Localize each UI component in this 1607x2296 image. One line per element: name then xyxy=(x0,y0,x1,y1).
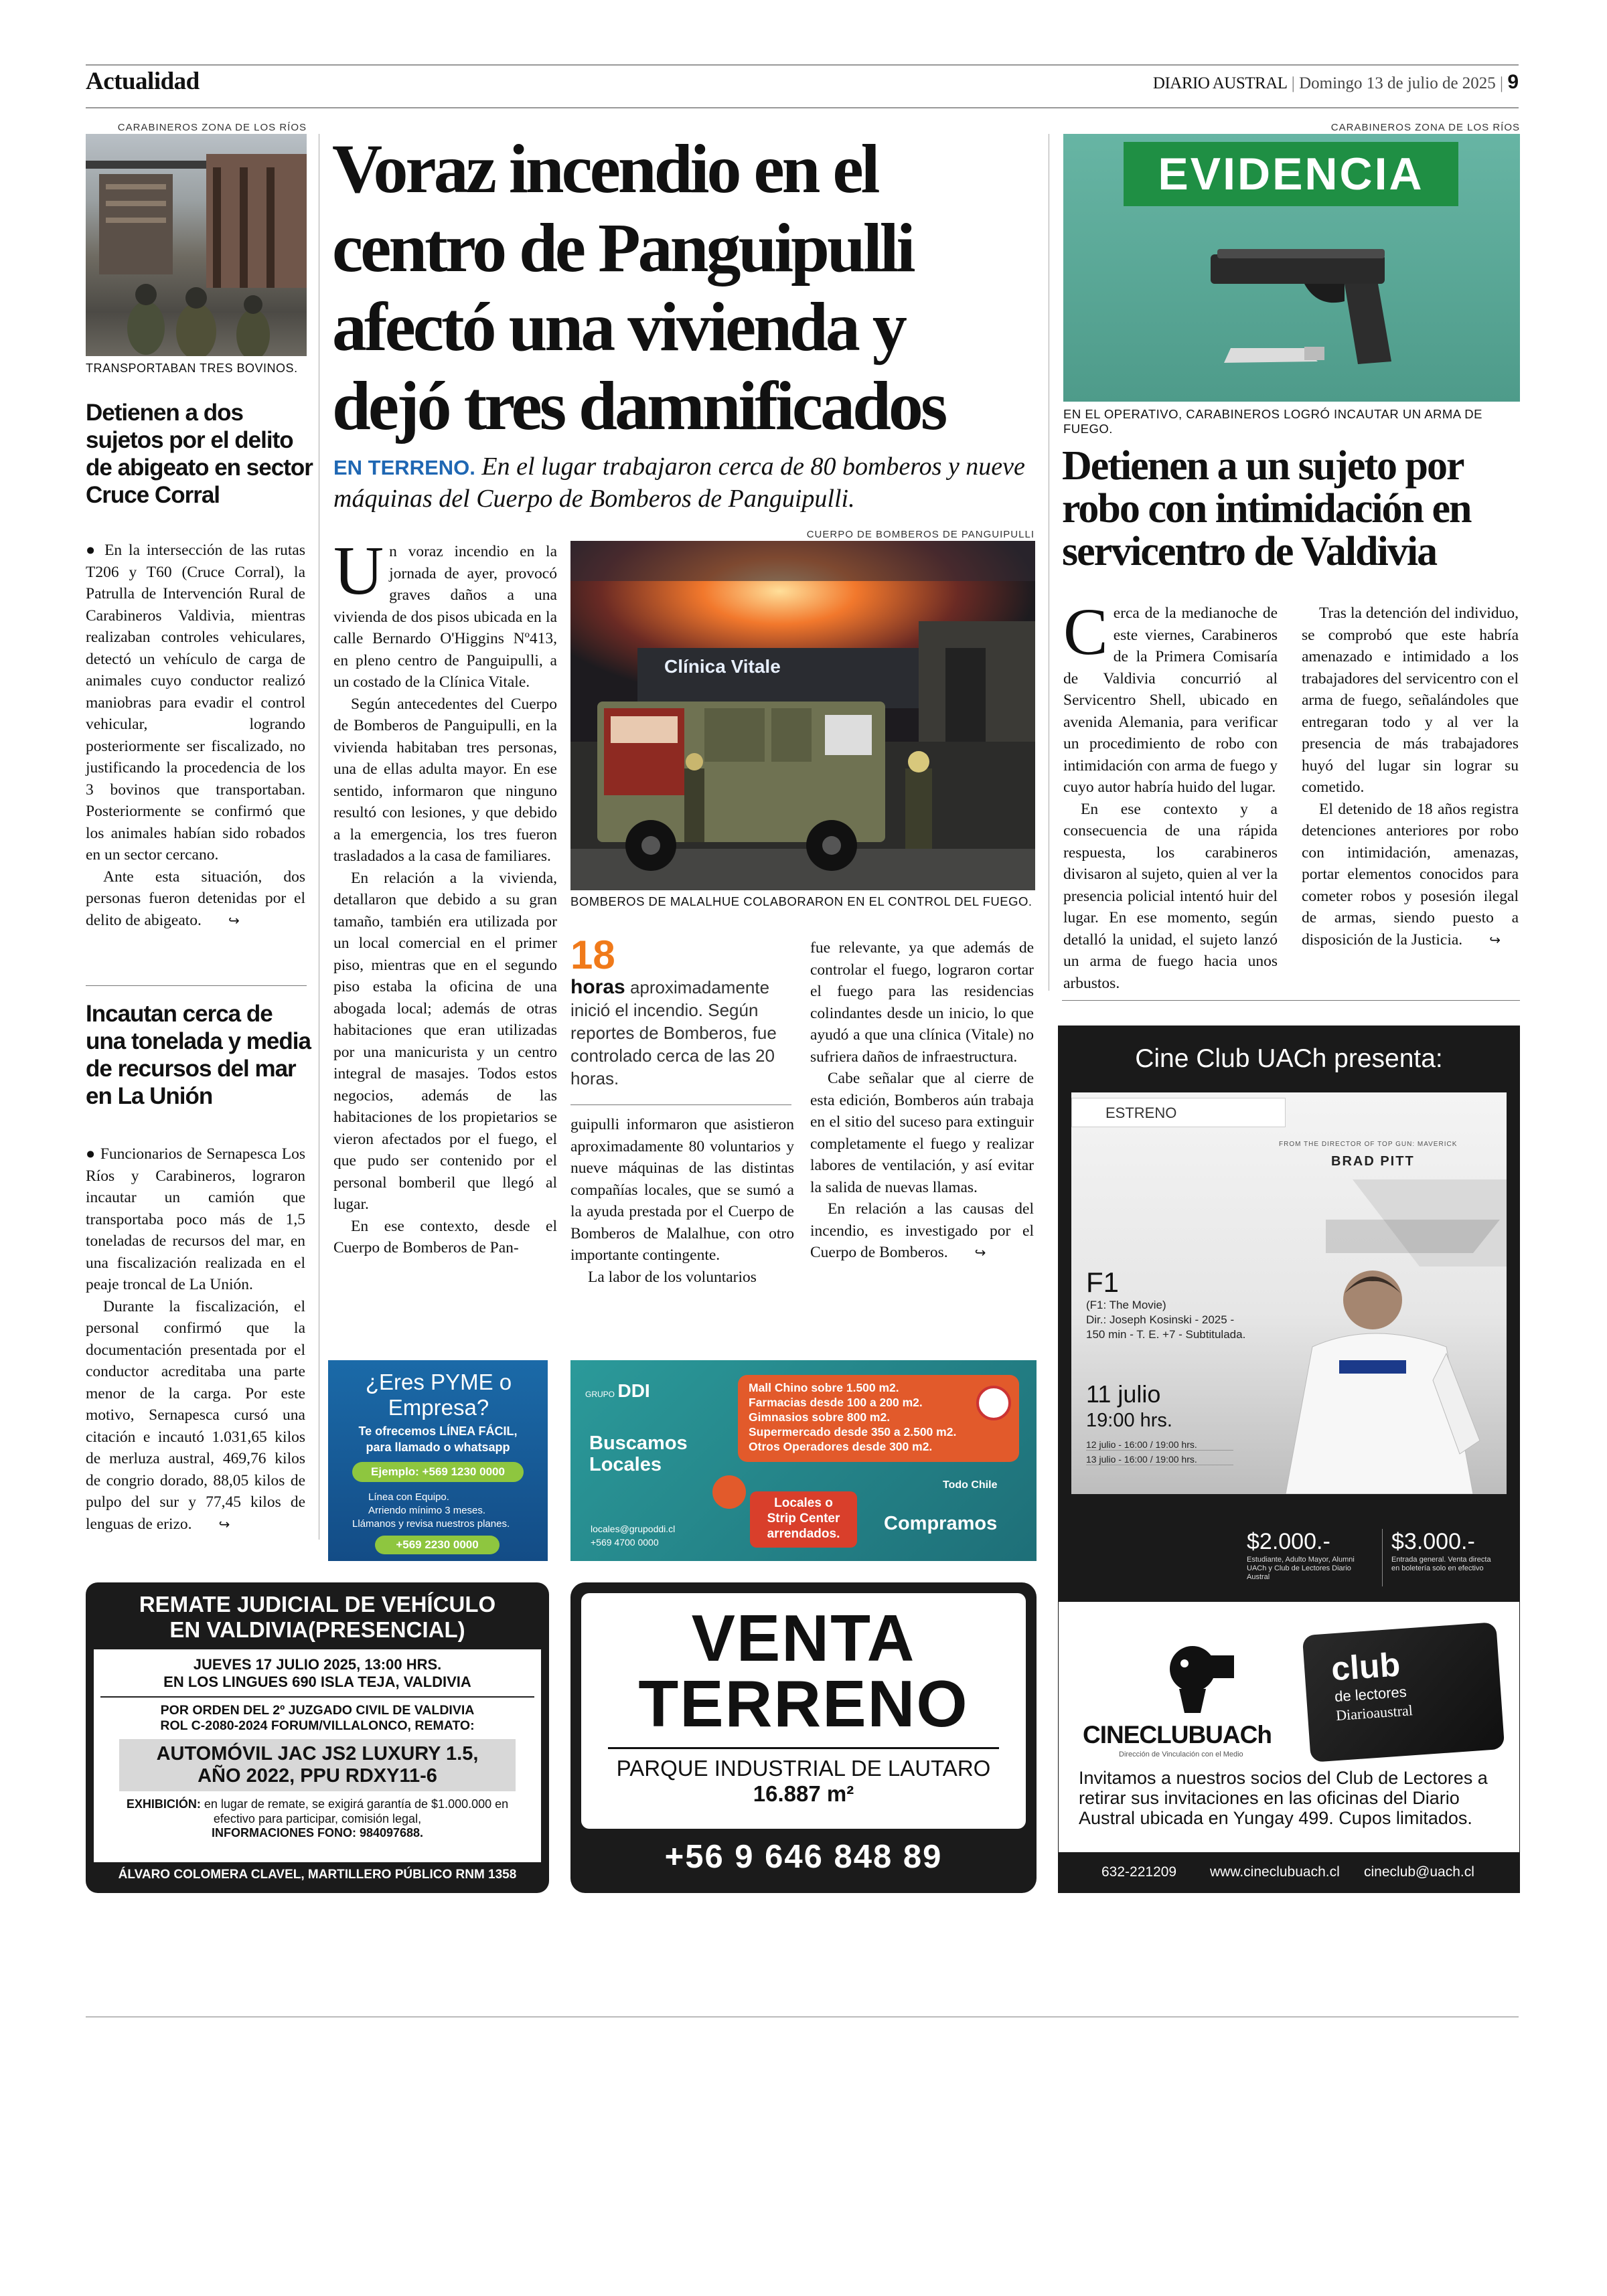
card-subtitle: de lectores xyxy=(1334,1683,1407,1706)
story-title-recursos: Incautan cerca de una tonelada y media de recursos del mar en La Unión xyxy=(86,1001,311,1109)
ad-locales: Locales xyxy=(589,1454,662,1475)
ad-pyme xyxy=(328,1360,548,1561)
ad-list-item: Gimnasios sobre 800 m2. xyxy=(749,1410,891,1424)
right-column-1 xyxy=(1063,594,1278,994)
story-paragraph: guipulli informaron que asistieron aproximadamente 80 voluntarios y nueve máquinas de las distintas compañías locales, que se sumó a la ayuda prestada por el Cuerpo de Bomberos de Malalhue, con otro importante contingente. xyxy=(570,1116,794,1264)
ad-cine-club-promo xyxy=(1058,1601,1520,1893)
photo-caption: TRANSPORTABAN TRES BOVINOS. xyxy=(86,361,298,375)
stat-number: 18 xyxy=(570,932,615,977)
ad-example: Ejemplo: +569 1230 0000 xyxy=(352,1462,524,1482)
ad-strip-line: Locales o xyxy=(774,1496,833,1510)
price-student-note: Estudiante, Adulto Mayor, Alumni UACh y Club de Lectores Diario Austral xyxy=(1247,1556,1355,1581)
photo-caption: BOMBEROS DE MALALHUE COLABORARON EN EL CONTROL DEL FUEGO. xyxy=(570,894,1032,908)
ad-order: ROL C-2080-2024 FORUM/VILLALONCO, REMATO: xyxy=(160,1718,475,1733)
ad-compramos: Compramos xyxy=(884,1513,998,1534)
ad-venta-terreno xyxy=(570,1582,1037,1893)
camera-mascot-icon xyxy=(1159,1629,1239,1716)
masthead: DIARIO AUSTRAL | Domingo 13 de julio de 2025 | 9 xyxy=(1152,71,1519,93)
ad-phone: +56 9 646 848 89 xyxy=(664,1839,943,1875)
ad-info: INFORMACIONES FONO: 984097688. xyxy=(211,1826,424,1839)
story-divider xyxy=(86,985,307,986)
ad-ddi xyxy=(570,1360,1037,1561)
main-headline: Voraz incendio en el centro de Panguipulli afectó una vivienda y dejó tres damnificados xyxy=(332,131,945,444)
main-column-2 xyxy=(570,1114,794,1288)
ad-phone: +569 2230 0000 xyxy=(375,1536,500,1554)
ad-line: Te ofrecemos LÍNEA FÁCIL, xyxy=(358,1424,518,1438)
poster-tagline: FROM THE DIRECTOR OF TOP GUN: MAVERICK xyxy=(1279,1141,1458,1148)
ad-bullet: Línea con Equipo. xyxy=(368,1491,449,1503)
cineclub-logo-sub: Dirección de Vinculación con el Medio xyxy=(1119,1750,1243,1758)
ad-todo-chile: Todo Chile xyxy=(943,1479,998,1491)
brand-small: GRUPO xyxy=(585,1390,615,1399)
ad-title: EN VALDIVIA(PRESENCIAL) xyxy=(169,1617,465,1642)
ad-panel xyxy=(581,1593,1026,1829)
photo-credit: CARABINEROS ZONA DE LOS RÍOS xyxy=(1330,122,1520,133)
ad-exh-text: en lugar de remate, se exigirá garantía de $1.000.000 en efectivo para participar, comisión legal, xyxy=(204,1797,509,1825)
story-paragraph: Tras la detención del individuo, se comprobó que este habría amenazado e intimidado a los trabajadores del servicentro con el arma de fuego, señalándoles que entregaran todo y al ver la presencia de más trabajadores huyó del lugar sin lograr su cometido. xyxy=(1302,604,1519,796)
ad-list-item: Otros Operadores desde 300 m2. xyxy=(749,1440,933,1453)
movie-subtitle: (F1: The Movie) xyxy=(1086,1299,1166,1311)
ad-strip-line: Strip Center xyxy=(767,1511,840,1526)
ad-date: JUEVES 17 JULIO 2025, 13:00 HRS. xyxy=(193,1656,442,1673)
ad-bullet: Arriendo mínimo 3 meses. xyxy=(368,1505,486,1516)
story-paragraph: El detenido de 18 años registra detenciones anteriores por robo con intimidación, amenazas, portar elementos conocidos para cometer robos y posesión ilegal de armas, siendo puesto a disposición de la Justicia. ↪ xyxy=(1302,799,1519,952)
issue-date: Domingo 13 de julio de 2025 xyxy=(1299,74,1496,92)
screening-time: 19:00 hrs. xyxy=(1086,1410,1172,1431)
movie-details: 150 min - T. E. +7 - Subtitulada. xyxy=(1086,1328,1246,1341)
stat-unit: horas xyxy=(570,976,625,998)
stat-text: aproximadamente inició el incendio. Según reportes de Bomberos, fue controlado cerca de las 20 horas. xyxy=(570,977,777,1088)
ad-remate xyxy=(86,1582,549,1893)
story-paragraph: fue relevante, ya que además de controlar el fuego, lograron cortar el fuego para las residencias colindantes desde un inicio, lo que ayudó a que una clínica (Vitale) no sufriera daños de infraestructura. xyxy=(810,939,1034,1066)
kicker: EN TERRENO. xyxy=(333,456,475,479)
evidence-photo xyxy=(1063,134,1520,402)
ad-address: EN LOS LINGUES 690 ISLA TEJA, VALDIVIA xyxy=(163,1673,471,1690)
ad-list-box xyxy=(738,1375,1019,1462)
end-mark-icon: ↪ xyxy=(1489,932,1501,948)
story-body-abigeato xyxy=(86,540,305,932)
ad-email: locales@grupoddi.cl xyxy=(591,1524,676,1534)
ad-title: Cine Club UACh presenta: xyxy=(1135,1044,1443,1073)
price-student: $2.000.- xyxy=(1247,1529,1330,1554)
story-paragraph: Durante la fiscalización, el personal confirmó que la documentación presentada por el conductor acreditaba una parte menor de la carga. Por este motivo, Sernapesca cursó una citación e incautó 1.031,65 kilos de merluza austral, 469,76 kilos de congrio dorado, 88,05 kilos de pulpo del sur y 77,45 kilos de lenguas de erizo. ↪ xyxy=(86,1296,305,1536)
main-column-3 xyxy=(810,937,1034,1264)
right-column-2 xyxy=(1302,602,1519,951)
screening-extra: 12 julio - 16:00 / 19:00 hrs. xyxy=(1086,1439,1233,1451)
movie-director: Dir.: Joseph Kosinski - 2025 - xyxy=(1086,1313,1235,1326)
story-divider xyxy=(1062,1000,1520,1001)
card-brand: Diarioaustral xyxy=(1335,1702,1413,1724)
ad-title: REMATE JUDICIAL DE VEHÍCULO xyxy=(139,1592,496,1617)
club-lectores-card xyxy=(1302,1622,1505,1762)
ad-list-item: Supermercado desde 350 a 2.500 m2. xyxy=(749,1425,957,1439)
cattle-photo xyxy=(86,134,307,356)
clinic-sign: Clínica Vitale xyxy=(664,656,781,677)
fire-photo xyxy=(570,541,1035,890)
ad-cine-club xyxy=(1058,1026,1520,1601)
lead-paragraph: erca de la medianoche de este viernes, Carabineros de la Primera Comisaría de Valdivia concurrió al Servicentro Shell, ubicado en avenida Alemania, para verificar un procedimiento de robo con intimidación con arma de fuego y cuyo autor habría huido del lugar. xyxy=(1063,604,1278,796)
story-paragraph: En ese contexto y a consecuencia de una rápida respuesta, los carabineros divisaron al sujeto, quien al ver la presencia policial intentó huir del lugar. En ese momento, según detalló la unidad, el sujeto lanzó un arma de fuego hacia unos arbustos. xyxy=(1063,800,1278,992)
paper-name: DIARIO AUSTRAL xyxy=(1152,74,1288,92)
story-paragraph: Ante esta situación, dos personas fueron detenidas por el delito de abigeato. ↪ xyxy=(86,866,305,932)
right-headline: Detienen a un sujeto por robo con intimidación en servicentro de Valdivia xyxy=(1062,443,1471,574)
end-mark-icon: ↪ xyxy=(218,1517,230,1532)
ad-area: 16.887 m² xyxy=(753,1781,854,1806)
dropcap: U xyxy=(333,532,384,609)
page-number: 9 xyxy=(1507,71,1519,93)
estreno-label: ESTRENO xyxy=(1071,1098,1286,1127)
card-title: club xyxy=(1330,1645,1401,1688)
ad-place: PARQUE INDUSTRIAL DE LAUTARO xyxy=(616,1756,991,1781)
ad-strip-box xyxy=(750,1491,857,1548)
ad-phone: +569 4700 0000 xyxy=(591,1537,659,1548)
screening-date: 11 julio xyxy=(1086,1380,1161,1408)
store-icon xyxy=(712,1475,746,1509)
photo-credit: CUERPO DE BOMBEROS DE PANGUIPULLI xyxy=(806,529,1035,540)
ad-bullet: Llámanos y revisa nuestros planes. xyxy=(352,1518,510,1530)
ad-list-item: Mall Chino sobre 1.500 m2. xyxy=(749,1381,899,1394)
screening-extra: 13 julio - 16:00 / 19:00 hrs. xyxy=(1086,1454,1233,1465)
ad-exh-label: EXHIBICIÓN: xyxy=(126,1797,201,1811)
story-paragraph: En relación a las causas del incendio, es investigado por el Cuerpo de Bomberos. ↪ xyxy=(810,1198,1034,1264)
section-label: Actualidad xyxy=(86,68,200,95)
contact-phone: 632-221209 xyxy=(1101,1864,1177,1880)
end-mark-icon: ↪ xyxy=(228,913,240,928)
contact-web: www.cineclubuach.cl xyxy=(1210,1864,1340,1880)
stat-box xyxy=(570,934,798,1090)
price-general: $3.000.- xyxy=(1391,1529,1475,1554)
ad-headline: TERRENO xyxy=(638,1667,969,1740)
ad-brand xyxy=(585,1380,650,1402)
photo-caption: EN EL OPERATIVO, CARABINEROS LOGRÓ INCAUTAR UN ARMA DE FUEGO. xyxy=(1063,407,1482,436)
driver-figure-icon xyxy=(1071,1092,1507,1494)
ad-buscamos: Buscamos xyxy=(589,1432,688,1454)
location-pin-icon xyxy=(976,1386,1011,1420)
story-paragraph: La labor de los voluntarios xyxy=(588,1268,757,1286)
ad-footer: ÁLVARO COLOMERA CLAVEL, MARTILLERO PÚBLICO RNM 1358 xyxy=(118,1868,517,1882)
invite-text: Invitamos a nuestros socios del Club de Lectores a retirar sus invitaciones en las oficinas del Diario Austral ubicada en Yungay 499. Cupos limitados. xyxy=(1079,1768,1488,1828)
ad-vehicle: AÑO 2022, PPU RDXY11-6 xyxy=(198,1765,437,1787)
main-column-1 xyxy=(333,532,557,1259)
story-body-recursos xyxy=(86,1143,305,1536)
story-paragraph: Cabe señalar que al cierre de esta edición, Bomberos aún trabaja en el sitio del suceso para extinguir completamente el fuego y realizar labores de ventilación, y así evitar la salida de nuevas llamas. xyxy=(810,1070,1034,1196)
deck-text: En el lugar trabajaron cerca de 80 bomberos y nueve máquinas del Cuerpo de Bomberos de Panguipulli. xyxy=(333,453,1025,513)
ad-order: POR ORDEN DEL 2º JUZGADO CIVIL DE VALDIVIA xyxy=(160,1703,475,1718)
dropcap: C xyxy=(1063,594,1108,669)
contact-email: cineclub@uach.cl xyxy=(1364,1864,1474,1880)
photo-credit: CARABINEROS ZONA DE LOS RÍOS xyxy=(117,122,307,133)
story-paragraph: Según antecedentes del Cuerpo de Bomberos de Panguipulli, en la vivienda habitaban tres personas, una de ellas adulta mayor. En ese sentido, informaron que ninguno resultó con lesiones, y que debido a la emergencia, los tres fueron trasladados a la casa de familiares. xyxy=(333,695,557,865)
stat-divider xyxy=(570,1104,791,1105)
bottom-rule xyxy=(86,2016,1519,2018)
ad-headline: VENTA xyxy=(691,1601,916,1675)
ad-line: para llamado o whatsapp xyxy=(366,1441,510,1454)
brand-name: DDI xyxy=(617,1380,650,1401)
pistol-icon xyxy=(1063,134,1520,402)
story-paragraph: ● En la intersección de las rutas T206 y T60 (Cruce Corral), la Patrulla de Intervención Rural de Carabineros Valdivia, mientras realizaban controles vehiculares, detectó un vehículo de carga de animales cuyo conductor realizó maniobras para evadir el control vehicular, logrando posteriormente ser fiscalizado, no justificando la procedencia de los 3 bovinos que transportaban. Posteriormente se confirmó que los animales habían sido robados en un sector cercano. xyxy=(86,542,305,864)
movie-poster xyxy=(1071,1092,1507,1494)
end-mark-icon: ↪ xyxy=(974,1246,986,1260)
price-general-note: Entrada general. Venta directa en boletería solo en efectivo xyxy=(1391,1556,1491,1572)
main-deck xyxy=(333,451,1037,514)
story-paragraph: En relación a la vivienda, detallaron que debido a su gran tamaño, también era utilizada por un local comercial en el primer piso, mientras que en el segundo piso estaba la oficina de una abogada local; además de otras habitaciones que eran utilizadas por una manicurista y un centro integral de masajes. Todos estos negocios, además de las habitaciones de los propietarios se vieron afectados por el fuego, el que pudo ser contenido por el personal bomberil que llegó al lugar. xyxy=(333,869,557,1213)
header-rule xyxy=(86,107,1519,108)
ad-title: ¿Eres PYME o Empresa? xyxy=(365,1370,512,1420)
evidence-label: EVIDENCIA xyxy=(1124,142,1458,206)
ad-panel xyxy=(94,1649,541,1862)
story-paragraph: ● Funcionarios de Sernapesca Los Ríos y Carabineros, lograron incautar un camión que transportaba poco más de 1,5 toneladas de recursos del mar, en una fiscalización realizada en el peaje troncal de La Unión. xyxy=(86,1145,305,1293)
lead-paragraph: n voraz incendio en la jornada de ayer, provocó graves daños a una vivienda de dos pisos ubicada en la calle Bernardo O'Higgins Nº413, en pleno centro de Panguipulli, a un costado de la Clínica Vitale. xyxy=(333,543,557,691)
header-rule-top xyxy=(86,64,1519,66)
story-paragraph: En ese contexto, desde el Cuerpo de Bomberos de Pan- xyxy=(333,1217,557,1256)
poster-actor: BRAD PITT xyxy=(1331,1154,1415,1169)
ad-list-item: Farmacias desde 100 a 200 m2. xyxy=(749,1396,923,1409)
cineclub-logo: CINECLUBUACh xyxy=(1083,1721,1272,1748)
movie-title: F1 xyxy=(1086,1266,1120,1298)
ad-strip-line: arrendados. xyxy=(767,1527,840,1541)
ad-vehicle: AUTOMÓVIL JAC JS2 LUXURY 1.5, xyxy=(156,1743,479,1765)
story-title-abigeato: Detienen a dos sujetos por el delito de abigeato en sector Cruce Corral xyxy=(86,400,313,508)
